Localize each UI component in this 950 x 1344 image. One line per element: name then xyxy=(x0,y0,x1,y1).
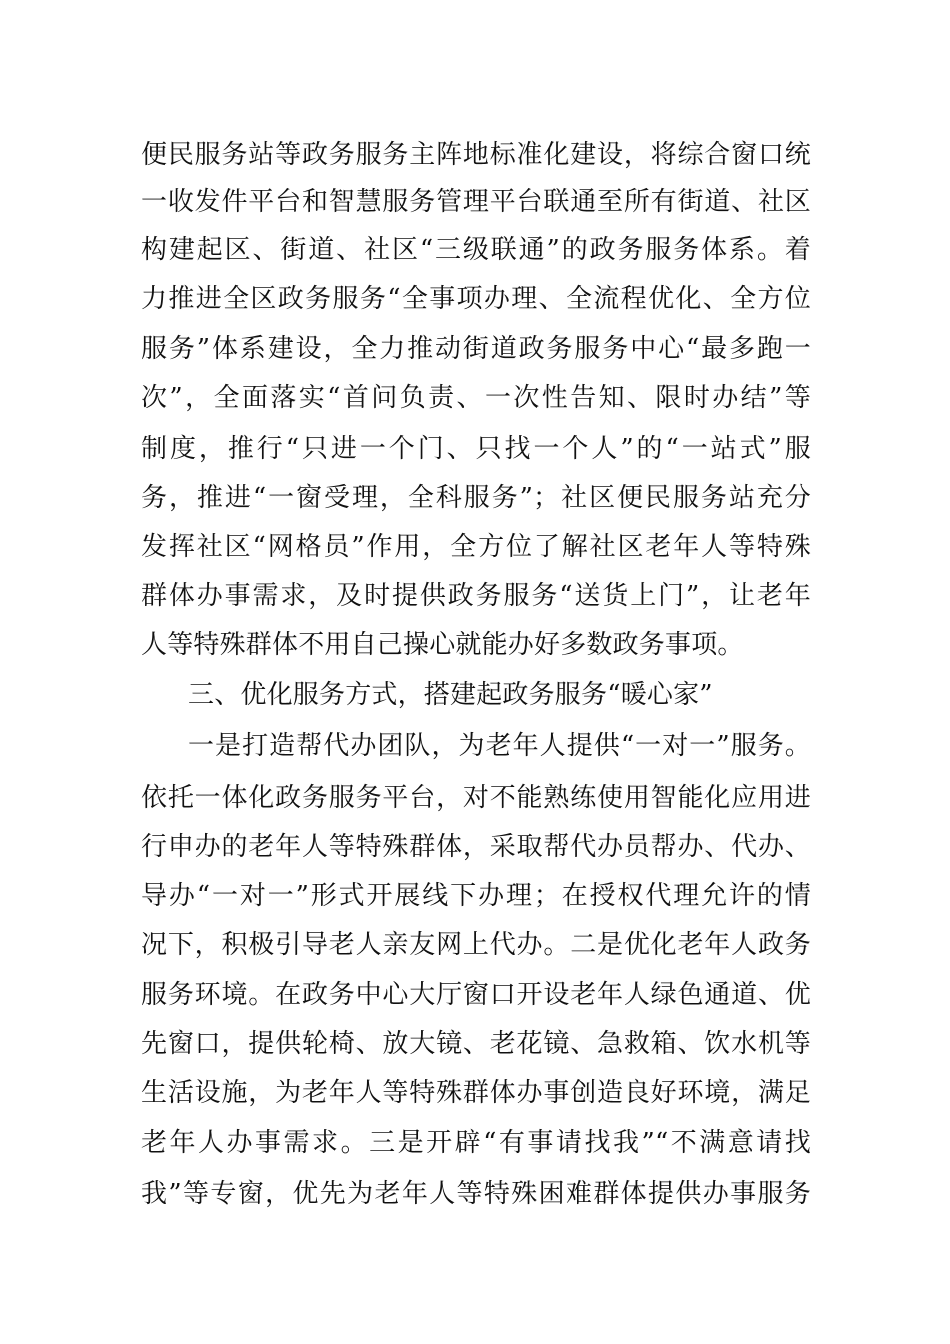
body-text-line: 生活设施，为老年人等特殊群体办事创造良好环境，满足 xyxy=(141,1078,811,1108)
body-text-line: 依托一体化政务服务平台，对不能熟练使用智能化应用进 xyxy=(141,783,811,813)
body-text-line: 便民服务站等政务服务主阵地标准化建设，将综合窗口统 xyxy=(141,140,811,170)
body-text-line: 一收发件平台和智慧服务管理平台联通至所有街道、社区 xyxy=(141,187,811,217)
body-text-line: 务，推进“一窗受理，全科服务”；社区便民服务站充分 xyxy=(141,483,811,513)
body-text-line: 服务环境。在政务中心大厅窗口开设老年人绿色通道、优 xyxy=(141,980,811,1010)
body-text-line: 力推进全区政务服务“全事项办理、全流程优化、全方位 xyxy=(141,284,811,314)
body-text-line: 人等特殊群体不用自己操心就能办好多数政务事项。 xyxy=(141,630,744,660)
body-text-line: 次”，全面落实“首问负责、一次性告知、限时办结”等 xyxy=(141,383,811,413)
body-text-line: 制度，推行“只进一个门、只找一个人”的“一站式”服 xyxy=(141,434,811,464)
section-heading: 三、优化服务方式，搭建起政务服务“暖心家” xyxy=(188,680,713,710)
body-text-line: 导办“一对一”形式开展线下办理；在授权代理允许的情 xyxy=(141,881,811,911)
body-text-line: 老年人办事需求。三是开辟“有事请找我”“不满意请找 xyxy=(141,1128,811,1158)
paragraph-first-line: 一是打造帮代办团队，为老年人提供“一对一”服务。 xyxy=(188,731,811,761)
body-text-line: 先窗口，提供轮椅、放大镜、老花镜、急救箱、饮水机等 xyxy=(141,1029,811,1059)
body-text-line: 我”等专窗，优先为老年人等特殊困难群体提供办事服务 xyxy=(141,1179,811,1209)
body-text-line: 况下，积极引导老人亲友网上代办。二是优化老年人政务 xyxy=(141,930,811,960)
body-text-line: 发挥社区“网格员”作用，全方位了解社区老年人等特殊 xyxy=(141,532,811,562)
body-text-line: 群体办事需求，及时提供政务服务“送货上门”，让老年 xyxy=(141,581,811,611)
body-text-line: 服务”体系建设，全力推动街道政务服务中心“最多跑一 xyxy=(141,334,811,364)
body-text-line: 行申办的老年人等特殊群体，采取帮代办员帮办、代办、 xyxy=(141,832,811,862)
body-text-line: 构建起区、街道、社区“三级联通”的政务服务体系。着 xyxy=(141,235,811,265)
